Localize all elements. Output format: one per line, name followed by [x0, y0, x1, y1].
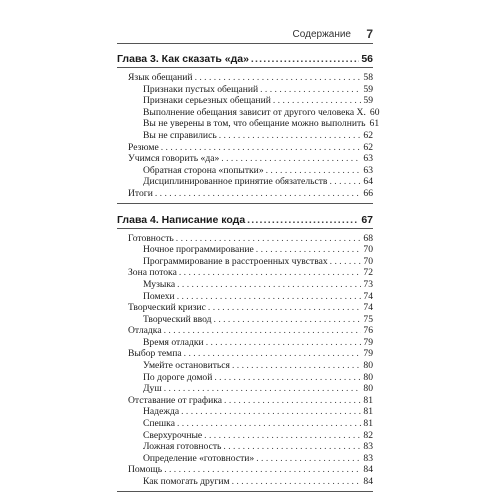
entry-label: Резюме [128, 141, 159, 153]
dot-leader [181, 406, 361, 417]
entry-page: 59 [363, 95, 373, 107]
entry-label: Умейте остановиться [143, 360, 230, 372]
entry-label: Готовность [128, 232, 174, 244]
table-of-contents [117, 47, 380, 496]
chapter-page: 67 [361, 213, 373, 226]
dot-leader [208, 302, 362, 313]
entry-label: Выполнение обещания зависит от другого человека X. [143, 106, 366, 118]
toc-entry [117, 291, 373, 303]
running-head-title: Содержание [292, 29, 351, 40]
entry-label: Надежда [143, 406, 180, 418]
dot-leader [224, 395, 361, 406]
entry-label: Вы не справились [143, 129, 217, 141]
entry-label: Спешка [143, 418, 175, 430]
dot-leader [195, 72, 362, 83]
toc-entry [117, 84, 373, 96]
dot-leader [176, 233, 362, 244]
entry-page: 81 [363, 418, 373, 430]
dot-leader [161, 142, 362, 153]
entry-page: 61 [369, 118, 380, 130]
toc-entry [117, 453, 373, 465]
entry-page: 62 [363, 129, 373, 141]
entry-page: 63 [363, 153, 373, 165]
toc-entry [117, 130, 373, 142]
dot-leader [232, 476, 362, 487]
dot-leader [177, 418, 361, 429]
dot-leader [206, 337, 362, 348]
toc-entry [117, 348, 373, 360]
dot-leader [164, 464, 361, 475]
header-rule [117, 43, 373, 44]
entry-page: 62 [363, 141, 373, 153]
dot-leader [256, 453, 361, 464]
dot-leader [223, 441, 361, 452]
entry-label: Признаки серьезных обещаний [143, 95, 271, 107]
dot-leader [266, 165, 362, 176]
toc-entry [117, 360, 373, 372]
toc-entry [117, 476, 373, 488]
entry-label: Учимся говорить «да» [128, 153, 220, 165]
toc-entry [117, 244, 373, 256]
entry-page: 79 [363, 348, 373, 360]
toc-entry [117, 176, 373, 188]
entry-page: 82 [363, 429, 373, 441]
entry-page: 74 [363, 290, 373, 302]
dot-leader [219, 130, 362, 141]
entry-label: Как помогать другим [143, 476, 230, 487]
entry-label: Признаки пустых обещаний [143, 83, 259, 95]
chapter-title: Глава 3. Как сказать «да» [117, 53, 249, 65]
entry-page: 70 [363, 255, 373, 267]
chapter-page: 56 [361, 53, 373, 65]
toc-entry [117, 267, 373, 279]
dot-leader [177, 279, 361, 290]
dot-leader [251, 53, 359, 65]
entry-label: Ложная готовность [143, 441, 222, 453]
dot-leader [260, 84, 361, 95]
dot-leader [256, 244, 362, 255]
toc-entry [117, 430, 373, 442]
entry-page: 80 [363, 383, 373, 395]
dot-leader [184, 348, 362, 359]
entry-label: Зона потока [128, 267, 177, 279]
chapter-title: Глава 4. Написание кода [117, 213, 246, 226]
toc-entry [117, 418, 373, 430]
toc-entry [117, 372, 373, 384]
toc-entry [117, 72, 373, 84]
toc-entry [117, 406, 373, 418]
toc-entry [117, 256, 373, 268]
entry-label: Итоги [128, 187, 153, 199]
section-gap [117, 492, 373, 496]
entry-label: Душ [143, 383, 162, 395]
entry-label: Ночное программирование [143, 244, 254, 256]
entry-label: Творческий ввод [143, 313, 212, 325]
dot-leader [232, 360, 361, 371]
toc-entry [117, 142, 373, 154]
toc-entry [117, 337, 373, 349]
entry-page: 73 [363, 278, 373, 290]
entry-page: 66 [363, 187, 373, 199]
toc-entry [117, 302, 373, 314]
toc-entry [117, 464, 373, 476]
entry-label: Выбор темпа [128, 348, 182, 360]
entry-page: 68 [363, 232, 373, 244]
entry-label: По дороге домой [143, 371, 213, 383]
entry-page: 84 [363, 476, 373, 487]
toc-entry [117, 279, 373, 291]
entry-label: Определение «готовности» [143, 452, 255, 464]
entry-page: 80 [363, 371, 373, 383]
dot-leader [164, 325, 362, 336]
toc-chapter [117, 208, 373, 228]
entry-label: Творческий кризис [128, 302, 206, 314]
entry-page: 84 [363, 464, 373, 476]
entry-page: 79 [363, 336, 373, 348]
entry-page: 63 [363, 164, 373, 176]
entry-page: 81 [363, 406, 373, 418]
toc-entry [117, 441, 373, 453]
dot-leader [179, 267, 362, 278]
dot-leader [330, 256, 362, 267]
dot-leader [204, 430, 361, 441]
page-number: 7 [366, 27, 373, 41]
entry-page: 60 [369, 106, 380, 118]
dot-leader [155, 188, 362, 199]
toc-entry [117, 153, 373, 165]
toc-entry [117, 165, 373, 177]
entry-label: Дисциплинированное принятие обязательств [143, 176, 328, 188]
dot-leader [221, 153, 361, 164]
dot-leader [247, 214, 359, 226]
entry-page: 74 [363, 302, 373, 314]
entry-page: 80 [363, 360, 373, 372]
entry-page: 83 [363, 452, 373, 464]
entry-label: Музыка [143, 278, 176, 290]
entry-label: Отставание от графика [128, 394, 223, 406]
entry-label: Сверхурочные [143, 429, 203, 441]
entry-label: Отладка [128, 325, 162, 337]
toc-entry [117, 233, 373, 245]
dot-leader [214, 372, 361, 383]
entry-page: 59 [363, 83, 373, 95]
entry-label: Время отладки [143, 336, 204, 348]
toc-entry [117, 325, 373, 337]
entry-label: Помощь [128, 464, 163, 476]
entry-label: Язык обещаний [128, 72, 193, 83]
dot-leader [214, 314, 362, 325]
entry-label: Помехи [143, 290, 175, 302]
entry-page: 83 [363, 441, 373, 453]
entry-page: 72 [363, 267, 373, 279]
toc-entry [117, 395, 373, 407]
entry-page: 64 [363, 176, 373, 188]
entry-label: Программирование в расстроенных чувствах [143, 255, 328, 267]
toc-entry [117, 106, 380, 119]
toc-entry [117, 95, 373, 107]
dot-leader [177, 291, 362, 302]
entry-page: 70 [363, 244, 373, 256]
toc-entry [117, 118, 380, 130]
toc-chapter [117, 47, 373, 67]
entry-page: 76 [363, 325, 373, 337]
toc-entry [117, 383, 373, 395]
entry-page: 58 [363, 72, 373, 83]
entry-label: Обратная сторона «попытки» [143, 164, 264, 176]
entry-page: 81 [363, 394, 373, 406]
entry-page: 75 [363, 313, 373, 325]
entry-label: Вы не уверены в том, что обещание можно выполнить [143, 118, 366, 130]
dot-leader [273, 95, 362, 106]
dot-leader [164, 383, 362, 394]
dot-leader [329, 176, 361, 187]
toc-entry [117, 314, 373, 326]
toc-entry [117, 188, 373, 200]
running-head [117, 27, 373, 43]
